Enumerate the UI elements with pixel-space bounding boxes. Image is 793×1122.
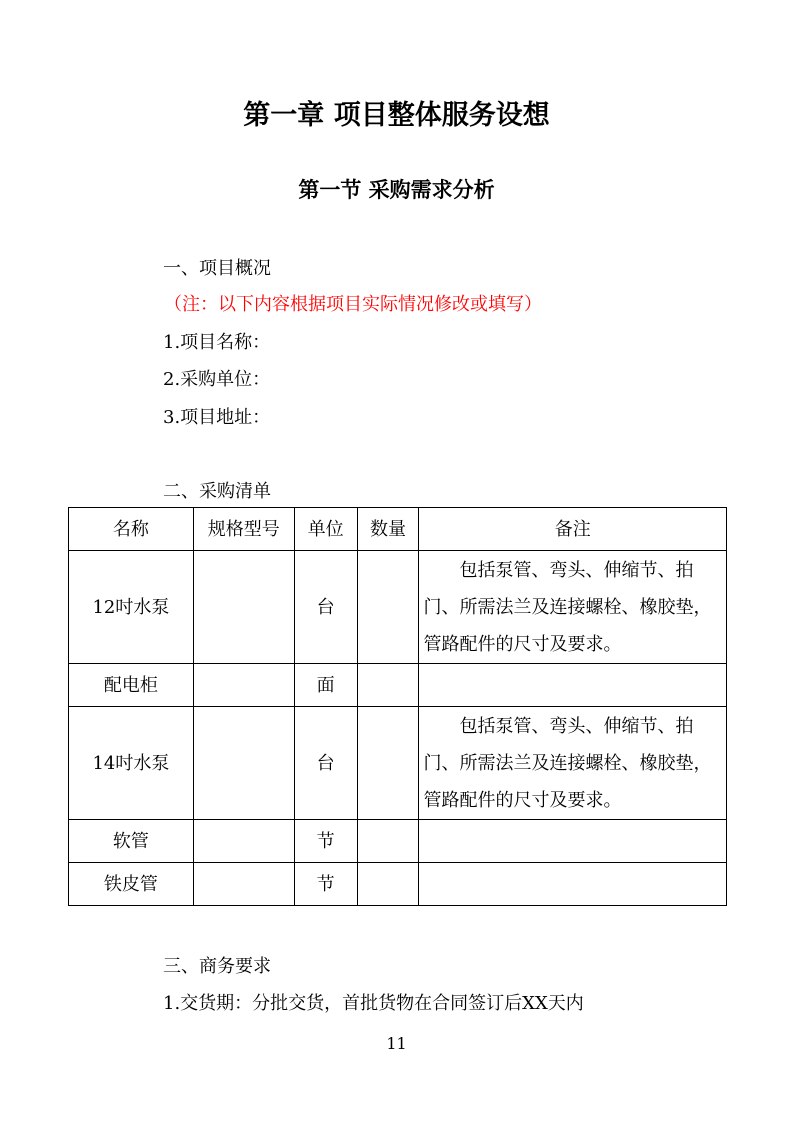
item-spec xyxy=(193,820,294,863)
item-remark: 包括泵管、弯头、伸缩节、拍门、所需法兰及连接螺栓、橡胶垫，管路配件的尺寸及要求。 xyxy=(419,707,727,820)
column-header-remark: 备注 xyxy=(419,508,727,551)
item-remark xyxy=(419,664,727,707)
purchase-list-heading: 二、采购清单 xyxy=(163,481,271,502)
item-unit: 节 xyxy=(294,863,357,906)
item-name: 铁皮管 xyxy=(69,863,194,906)
item-unit: 台 xyxy=(294,707,357,820)
table-row xyxy=(69,707,727,820)
section-title: 第一节 采购需求分析 xyxy=(298,178,495,202)
item-unit: 面 xyxy=(294,664,357,707)
purchaser-item: 2.采购单位： xyxy=(163,369,271,390)
item-name: 12吋水泵 xyxy=(69,551,194,664)
purchase-table xyxy=(68,507,727,906)
table-row xyxy=(69,863,727,906)
item-quantity xyxy=(357,664,419,707)
item-remark xyxy=(419,863,727,906)
column-header-quantity: 数量 xyxy=(357,508,419,551)
item-unit: 台 xyxy=(294,551,357,664)
table-header-row xyxy=(69,508,727,551)
column-header-spec: 规格型号 xyxy=(193,508,294,551)
page-number: 11 xyxy=(386,1034,407,1053)
item-remark: 包括泵管、弯头、伸缩节、拍门、所需法兰及连接螺栓、橡胶垫，管路配件的尺寸及要求。 xyxy=(419,551,727,664)
table-row xyxy=(69,551,727,664)
item-name: 软管 xyxy=(69,820,194,863)
item-quantity xyxy=(357,820,419,863)
business-heading: 三、商务要求 xyxy=(163,956,271,977)
column-header-unit: 单位 xyxy=(294,508,357,551)
table-row xyxy=(69,820,727,863)
item-spec xyxy=(193,551,294,664)
item-name: 14吋水泵 xyxy=(69,707,194,820)
item-quantity xyxy=(357,863,419,906)
delivery-period-item: 1.交货期：分批交货，首批货物在合同签订后XX天内 xyxy=(163,993,584,1014)
item-spec xyxy=(193,664,294,707)
project-address-item: 3.项目地址： xyxy=(163,407,271,428)
item-name: 配电柜 xyxy=(69,664,194,707)
item-quantity xyxy=(357,707,419,820)
overview-heading: 一、项目概况 xyxy=(163,258,271,279)
column-header-name: 名称 xyxy=(69,508,194,551)
item-spec xyxy=(193,707,294,820)
item-spec xyxy=(193,863,294,906)
item-quantity xyxy=(357,551,419,664)
item-remark xyxy=(419,820,727,863)
chapter-title: 第一章 项目整体服务设想 xyxy=(243,100,550,131)
overview-note: （注：以下内容根据项目实际情况修改或填写） xyxy=(164,294,542,315)
project-name-item: 1.项目名称： xyxy=(163,332,271,353)
table-row xyxy=(69,664,727,707)
item-unit: 节 xyxy=(294,820,357,863)
